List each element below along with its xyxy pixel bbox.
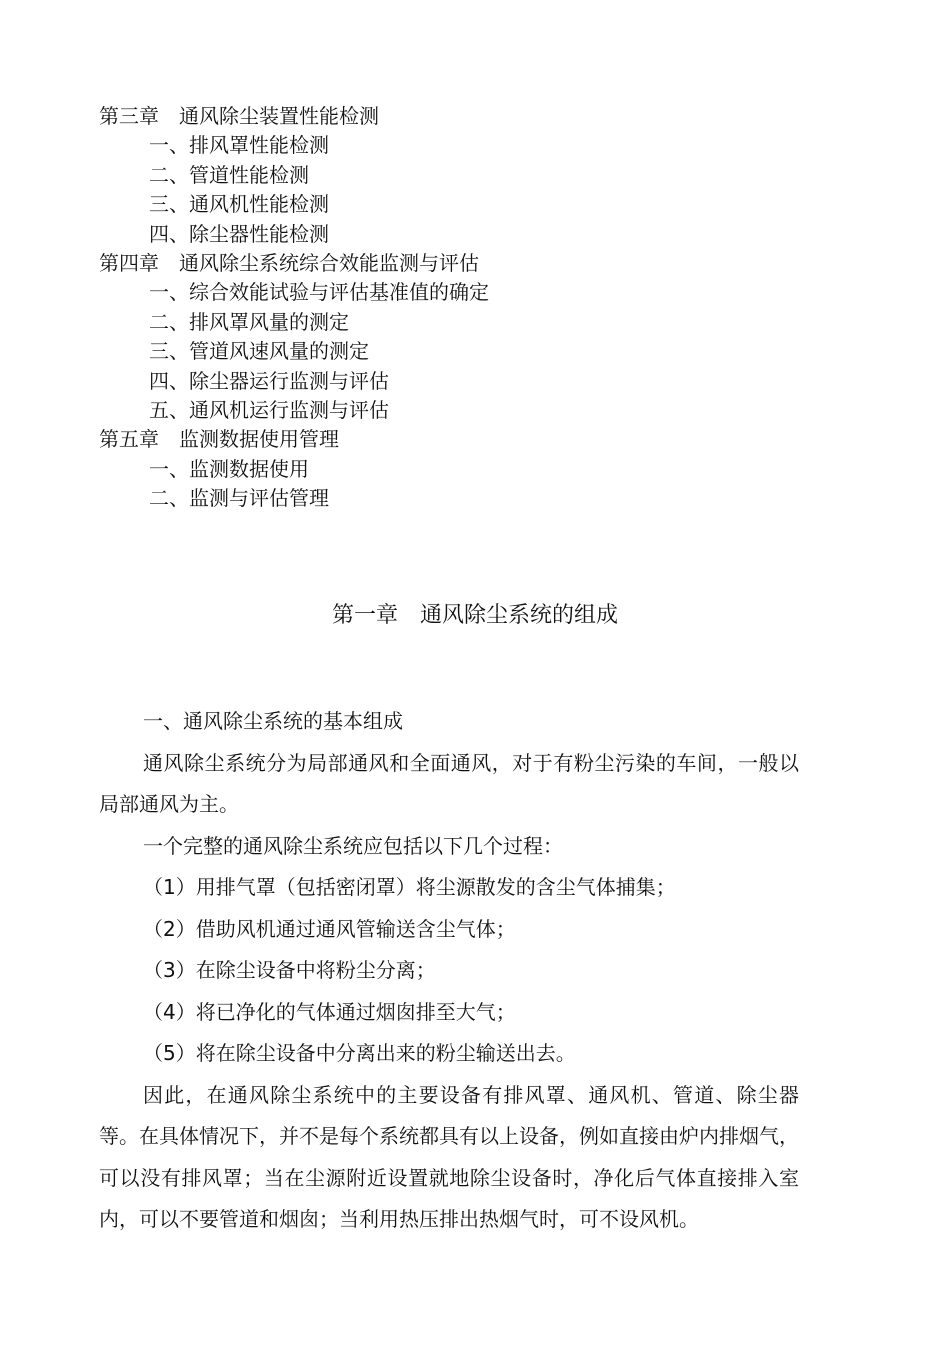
chapter-title: 第一章 通风除尘系统的组成: [331, 603, 618, 628]
paragraph: 因此，在通风除尘系统中的主要设备有排风罩、通风机、管道、除尘器等。在具体情况下，并不是每个系统都具有以上设备，例如直接由炉内排烟气，可以没有排风罩；当在尘源附近设置就地除尘设备时，净化后气体直接排入室内，可以不要管道和烟囱；当利用热压排出热烟气时，可不设风机。: [99, 1082, 799, 1231]
toc-chapter: 第四章 通风除尘系统综合效能监测与评估: [99, 250, 479, 275]
chapter-body: [99, 701, 799, 1241]
toc-section: 三、管道风速风量的测定: [149, 339, 369, 364]
section-heading: 一、通风除尘系统的基本组成: [143, 709, 403, 733]
paragraph: 通风除尘系统分为局部通风和全面通风，对于有粉尘污染的车间，一般以局部通风为主。: [99, 750, 799, 816]
toc-section: 一、监测数据使用: [149, 456, 309, 481]
toc-section: 一、排风罩性能检测: [149, 133, 329, 158]
process-step: （3）在除尘设备中将粉尘分离；: [143, 958, 436, 982]
toc-chapter: 第三章 通风除尘装置性能检测: [99, 104, 379, 128]
process-step: （4）将已净化的气体通过烟囱排至大气；: [143, 999, 516, 1024]
toc-section: 二、排风罩风量的测定: [149, 309, 349, 334]
process-step: （5）将在除尘设备中分离出来的粉尘输送出去。: [143, 1041, 576, 1065]
process-step: （2）借助风机通过通风管输送含尘气体；: [143, 916, 516, 941]
toc-section: 二、管道性能检测: [149, 162, 309, 187]
toc-chapter: 第五章 监测数据使用管理: [99, 427, 339, 452]
toc-section: 五、通风机运行监测与评估: [149, 397, 389, 422]
table-of-contents: [99, 102, 859, 513]
process-intro: 一个完整的通风除尘系统应包括以下几个过程：: [143, 833, 563, 858]
toc-section: 一、综合效能试验与评估基准值的确定: [149, 280, 489, 305]
toc-section: 四、除尘器运行监测与评估: [149, 368, 389, 393]
toc-section: 四、除尘器性能检测: [149, 221, 329, 246]
toc-section: 三、通风机性能检测: [149, 192, 329, 217]
toc-section: 二、监测与评估管理: [149, 486, 329, 511]
process-step: （1）用排气罩（包括密闭罩）将尘源散发的含尘气体捕集；: [143, 875, 676, 899]
